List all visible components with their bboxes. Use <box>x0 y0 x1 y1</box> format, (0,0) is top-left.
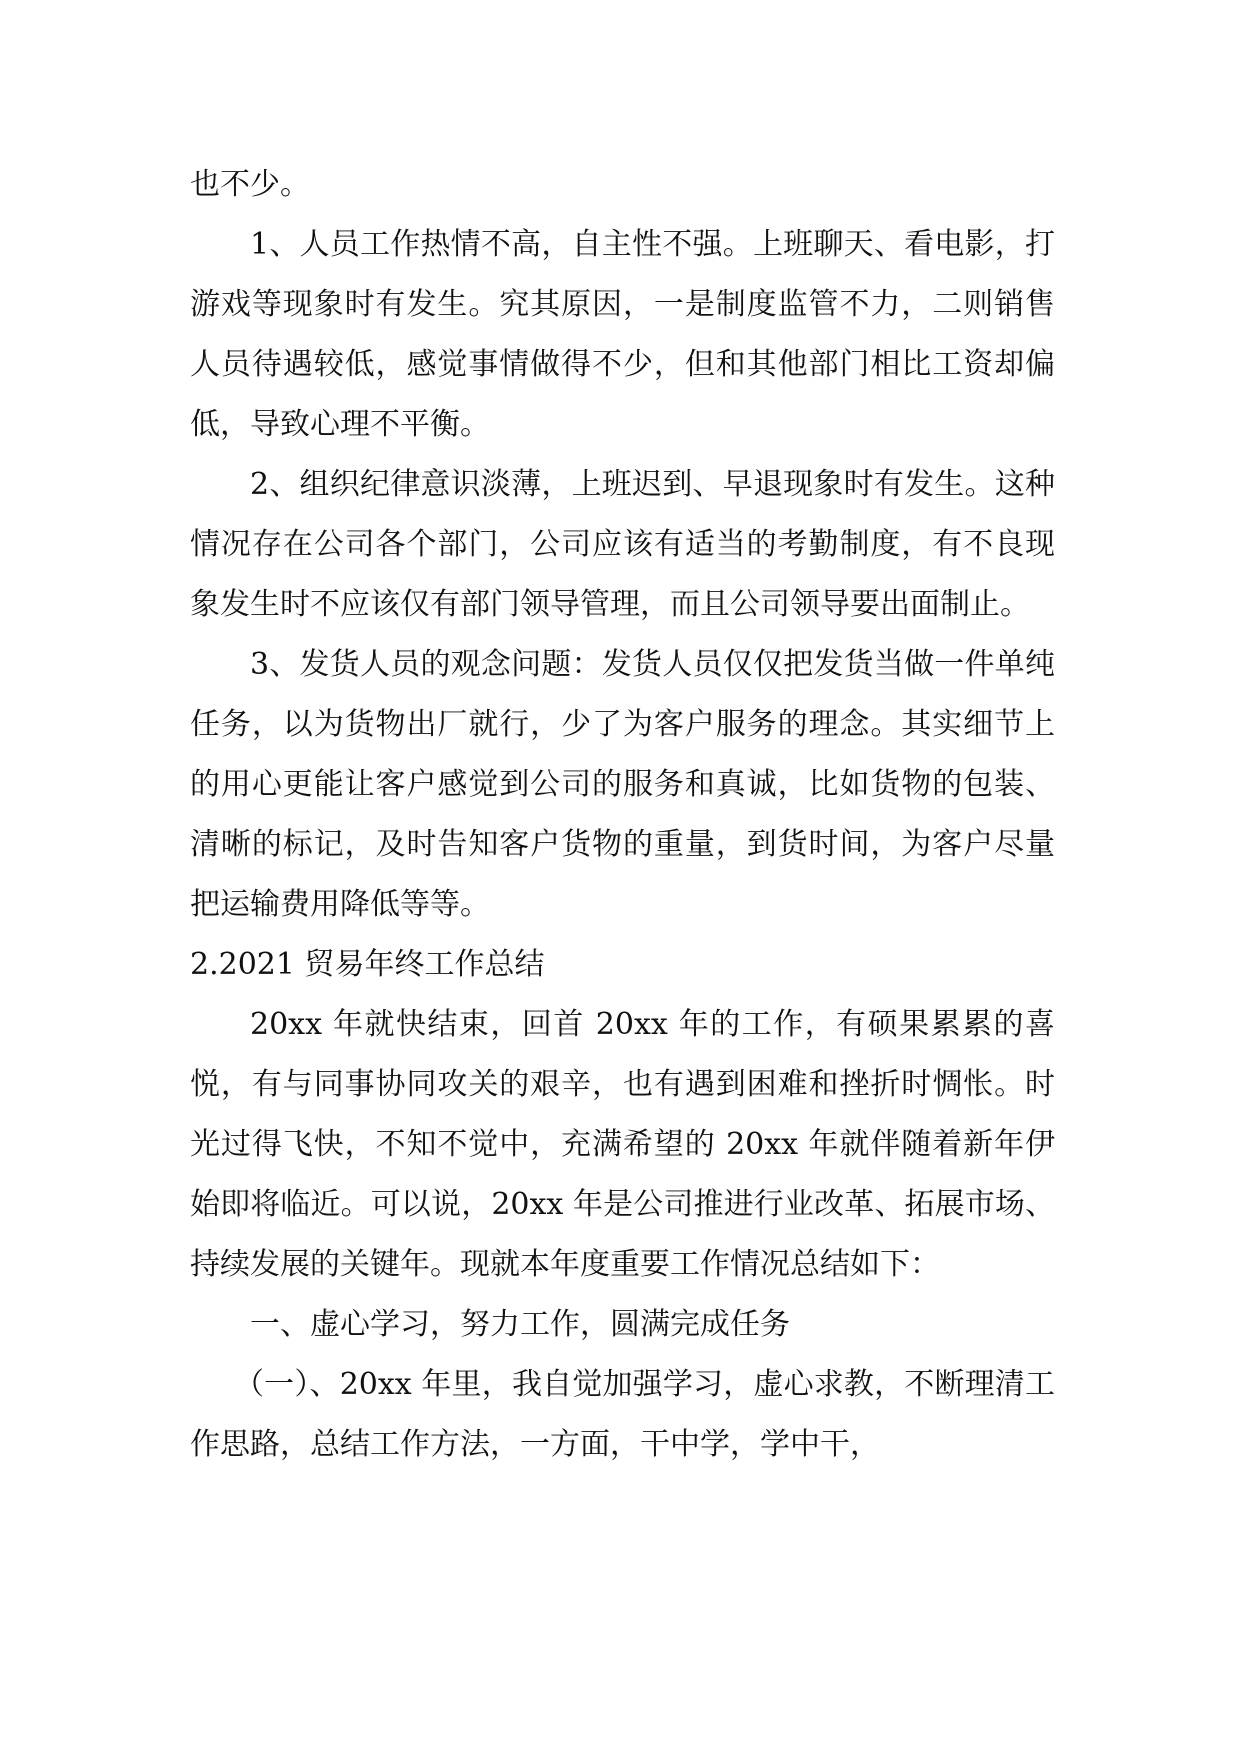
paragraph-subitem-1: （一）、20xx 年里，我自觉加强学习，虚心求教，不断理清工作思路，总结工作方法，一方面，干中学，学中干， <box>190 1367 1055 1462</box>
paragraph-item-2: 2、组织纪律意识淡薄，上班迟到、早退现象时有发生。这种情况存在公司各个部门，公司应该有适当的考勤制度，有不良现象发生时不应该仅有部门领导管理，而且公司领导要出面制止。 <box>190 467 1055 622</box>
document-body <box>190 155 1055 1475</box>
section-heading: 2.2021 贸易年终工作总结 <box>190 947 545 982</box>
paragraph-continuation: 也不少。 <box>190 167 310 202</box>
paragraph-item-3: 3、发货人员的观念问题：发货人员仅仅把发货当做一件单纯任务，以为货物出厂就行，少了为客户服务的理念。其实细节上的用心更能让客户感觉到公司的服务和真诚，比如货物的包装、清晰的标记，及时告知客户货物的重量，到货时间，为客户尽量把运输费用降低等等。 <box>190 647 1055 922</box>
subsection-heading: 一、虚心学习，努力工作，圆满完成任务 <box>250 1307 790 1342</box>
paragraph-item-1: 1、人员工作热情不高，自主性不强。上班聊天、看电影，打游戏等现象时有发生。究其原因，一是制度监管不力，二则销售人员待遇较低，感觉事情做得不少，但和其他部门相比工资却偏低，导致心理不平衡。 <box>190 227 1055 442</box>
paragraph-intro: 20xx 年就快结束，回首 20xx 年的工作，有硕果累累的喜悦，有与同事协同攻关的艰辛，也有遇到困难和挫折时惆怅。时光过得飞快，不知不觉中，充满希望的 20xx 年就伴随着新年伊始即将临近。可以说，20xx 年是公司推进行业改革、拓展市场、持续发展的关键年。现就本年度重要工作情况总结如下： <box>190 1007 1055 1282</box>
